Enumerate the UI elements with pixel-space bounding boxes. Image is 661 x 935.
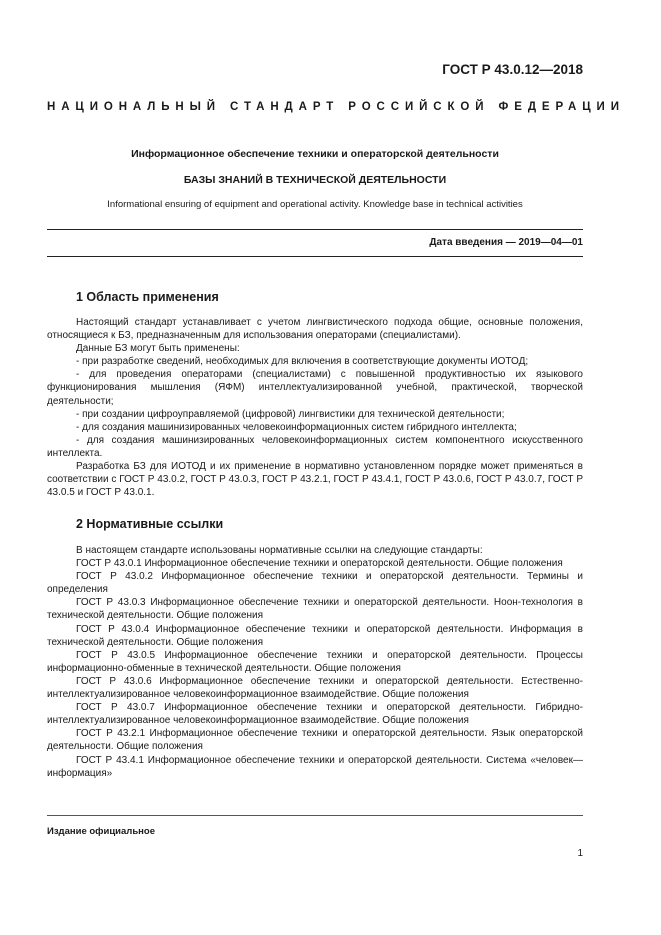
reference-item: ГОСТ Р 43.0.7 Информационное обеспечение техники и операторской деятельности. Гибридно-интеллектуализированное человекоинформационное взаимодействие. Общие положения bbox=[47, 702, 583, 727]
english-title: Informational ensuring of equipment and operational activity. Knowledge base in technical activities bbox=[107, 199, 523, 210]
list-item: - при разработке сведений, необходимых для включения в соответствующие документы ИОТОД; bbox=[76, 356, 529, 368]
reference-item: ГОСТ Р 43.0.5 Информационное обеспечение техники и операторской деятельности. Процессы информационно-обменные в технической деятельности. Общие положения bbox=[47, 649, 583, 674]
section-2-heading: 2 Нормативные ссылки bbox=[76, 517, 224, 531]
standard-code: ГОСТ Р 43.0.12—2018 bbox=[442, 62, 583, 77]
section-1-body bbox=[47, 316, 583, 499]
footer-divider bbox=[47, 815, 583, 816]
list-item: - при создании цифроуправляемой (цифровой) лингвистики для технической деятельности; bbox=[76, 408, 505, 420]
paragraph: Разработка БЗ для ИОТОД и их применение в нормативно установленном порядке может применяться в соответствии с ГОСТ Р 43.0.2, ГОСТ Р 43.0.3, ГОСТ Р 43.2.1, ГОСТ Р 43.4.1, ГОСТ Р 43.0.6, ГОСТ Р 43.0.7, ГОСТ Р 43.0.5 и ГОСТ Р 43.0.1. bbox=[47, 461, 583, 499]
section-2-body bbox=[47, 544, 583, 780]
document-subtitle: Информационное обеспечение техники и операторской деятельности bbox=[131, 148, 499, 160]
reference-item: ГОСТ Р 43.4.1 Информационное обеспечение техники и операторской деятельности. Система «человек—информация» bbox=[47, 754, 583, 779]
reference-item: ГОСТ Р 43.0.6 Информационное обеспечение техники и операторской деятельности. Естественно-интеллектуализированное человекоинформационное взаимодействие. Общие положения bbox=[47, 675, 583, 701]
date-divider bbox=[47, 256, 583, 257]
paragraph: Данные БЗ могут быть применены: bbox=[76, 343, 240, 355]
reference-item: ГОСТ Р 43.0.2 Информационное обеспечение техники и операторской деятельности. Термины и определения bbox=[47, 571, 583, 596]
document-title: БАЗЫ ЗНАНИЙ В ТЕХНИЧЕСКОЙ ДЕЯТЕЛЬНОСТИ bbox=[183, 174, 447, 186]
reference-item: ГОСТ Р 43.0.3 Информационное обеспечение техники и операторской деятельности. Ноон-технология в технической деятельности. Общие положения bbox=[47, 597, 583, 622]
list-item: - для создания машинизированных человекоинформационных систем гибридного интеллекта; bbox=[76, 421, 517, 433]
paragraph: В настоящем стандарте использованы нормативные ссылки на следующие стандарты: bbox=[76, 545, 483, 556]
list-item: - для проведения операторами (специалистами) с повышенной продуктивностью их языкового функционирования мышления (ЯФМ) интеллектуализированной учебной, практической, творческой деятельности; bbox=[47, 369, 583, 407]
section-1-heading: 1 Область применения bbox=[76, 290, 219, 304]
reference-item: ГОСТ Р 43.2.1 Информационное обеспечение техники и операторской деятельности. Язык операторской деятельности. Общие положения bbox=[47, 728, 583, 753]
reference-item: ГОСТ Р 43.0.1 Информационное обеспечение техники и операторской деятельности. Общие положения bbox=[76, 558, 563, 570]
list-item: - для создания машинизированных человекоинформационных систем компонентного искусственного интеллекта. bbox=[47, 434, 583, 459]
page-number: 1 bbox=[577, 848, 583, 859]
title-divider bbox=[47, 229, 583, 230]
national-standard-title: НАЦИОНАЛЬНЫЙ СТАНДАРТ РОССИЙСКОЙ ФЕДЕРАЦИИ bbox=[47, 101, 625, 113]
official-edition-label: Издание официальное bbox=[47, 826, 155, 837]
paragraph: Настоящий стандарт устанавливает с учетом лингвистического подхода общие, основные положения, относящиеся к БЗ, предназначенным для использования операторами (специалистами). bbox=[47, 317, 583, 342]
introduction-date: Дата введения — 2019—04—01 bbox=[429, 237, 583, 248]
reference-item: ГОСТ Р 43.0.4 Информационное обеспечение техники и операторской деятельности. Информация в технической деятельности. Общие положения bbox=[47, 623, 583, 648]
